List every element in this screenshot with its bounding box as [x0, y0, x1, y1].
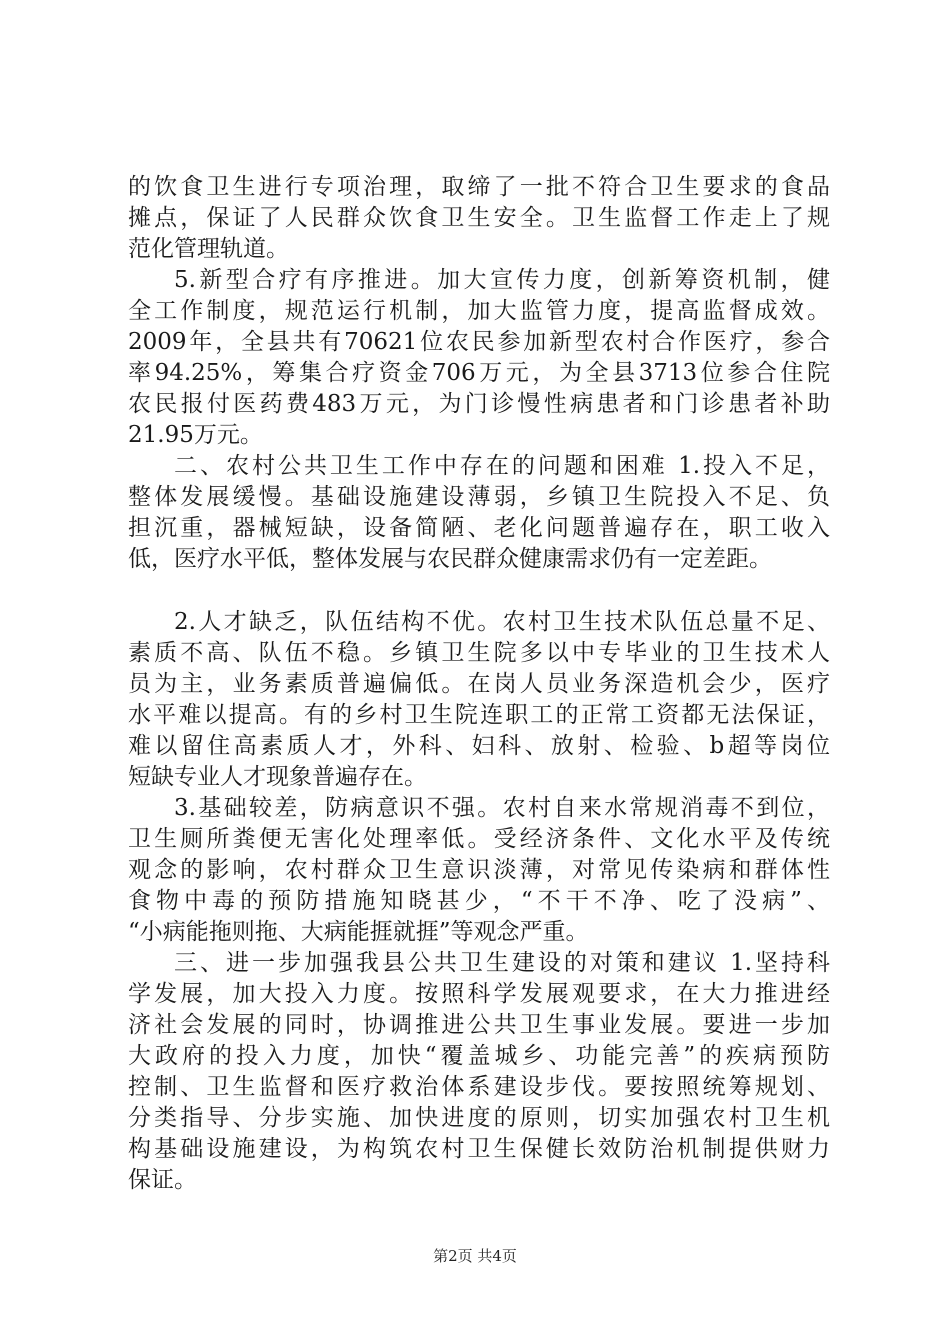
text-line: 3.基础较差，防病意识不强。农村自来水常规消毒不到位，: [174, 795, 830, 821]
document-body: [128, 172, 830, 1196]
text-line: 摊点，保证了人民群众饮食卫生安全。卫生监督工作走上了规: [128, 205, 830, 231]
paragraph: [128, 793, 830, 948]
text-line: 员为主，业务素质普遍偏低。在岗人员业务深造机会少，医疗: [128, 671, 830, 697]
paragraph: [128, 948, 830, 1196]
text-line: 观念的影响，农村群众卫生意识淡薄，对常见传染病和群体性: [128, 857, 830, 883]
text-line: 二、农村公共卫生工作中存在的问题和困难 1.投入不足，: [174, 453, 830, 479]
text-line: 构基础设施建设，为构筑农村卫生保健长效防治机制提供财力: [128, 1136, 830, 1162]
text-line: 2009年，全县共有70621位农民参加新型农村合作医疗，参合: [128, 329, 830, 355]
text-line: 范化管理轨道。: [128, 236, 289, 262]
text-line: 三、进一步加强我县公共卫生建设的对策和建议 1.坚持科: [174, 950, 830, 976]
text-line: 全工作制度，规范运行机制，加大监管力度，提高监督成效。: [128, 298, 830, 324]
text-line: 担沉重，器械短缺，设备简陋、老化问题普遍存在，职工收入: [128, 515, 830, 541]
text-line: 大政府的投入力度，加快“覆盖城乡、功能完善”的疾病预防: [128, 1043, 830, 1069]
text-line: 率94.25%，筹集合疗资金706万元，为全县3713位参合住院: [128, 360, 830, 386]
text-line: 农民报付医药费483万元，为门诊慢性病患者和门诊患者补助: [128, 391, 830, 417]
text-line: 素质不高、队伍不稳。乡镇卫生院多以中专毕业的卫生技术人: [128, 640, 830, 666]
text-line: 食物中毒的预防措施知晓甚少，“不干不净、吃了没病”、: [128, 888, 830, 914]
text-line: 的饮食卫生进行专项治理，取缔了一批不符合卫生要求的食品: [128, 174, 830, 200]
text-line: “小病能拖则拖、大病能捱就捱”等观念严重。: [128, 919, 589, 945]
paragraph-spacer: [128, 575, 830, 607]
paragraph: [128, 265, 830, 451]
text-line: 卫生厕所粪便无害化处理率低。受经济条件、文化水平及传统: [128, 826, 830, 852]
text-line: 水平难以提高。有的乡村卫生院连职工的正常工资都无法保证，: [128, 702, 830, 728]
text-line: 2.人才缺乏，队伍结构不优。农村卫生技术队伍总量不足、: [174, 609, 830, 635]
text-line: 保证。: [128, 1167, 197, 1193]
text-line: 整体发展缓慢。基础设施建设薄弱，乡镇卫生院投入不足、负: [128, 484, 830, 510]
text-line: 难以留住高素质人才，外科、妇科、放射、检验、b超等岗位: [128, 733, 830, 759]
text-line: 分类指导、分步实施、加快进度的原则，切实加强农村卫生机: [128, 1105, 830, 1131]
paragraph: [128, 607, 830, 793]
text-line: 低，医疗水平低，整体发展与农民群众健康需求仍有一定差距。: [128, 546, 772, 572]
page-number: 第2页 共4页: [433, 1247, 517, 1265]
paragraph: [128, 451, 830, 575]
text-line: 5.新型合疗有序推进。加大宣传力度，创新筹资机制，健: [174, 267, 830, 293]
text-line: 21.95万元。: [128, 422, 263, 448]
text-line: 学发展，加大投入力度。按照科学发展观要求，在大力推进经: [128, 981, 830, 1007]
text-line: 控制、卫生监督和医疗救治体系建设步伐。要按照统筹规划、: [128, 1074, 830, 1100]
paragraph: [128, 172, 830, 265]
text-line: 短缺专业人才现象普遍存在。: [128, 764, 427, 790]
text-line: 济社会发展的同时，协调推进公共卫生事业发展。要进一步加: [128, 1012, 830, 1038]
